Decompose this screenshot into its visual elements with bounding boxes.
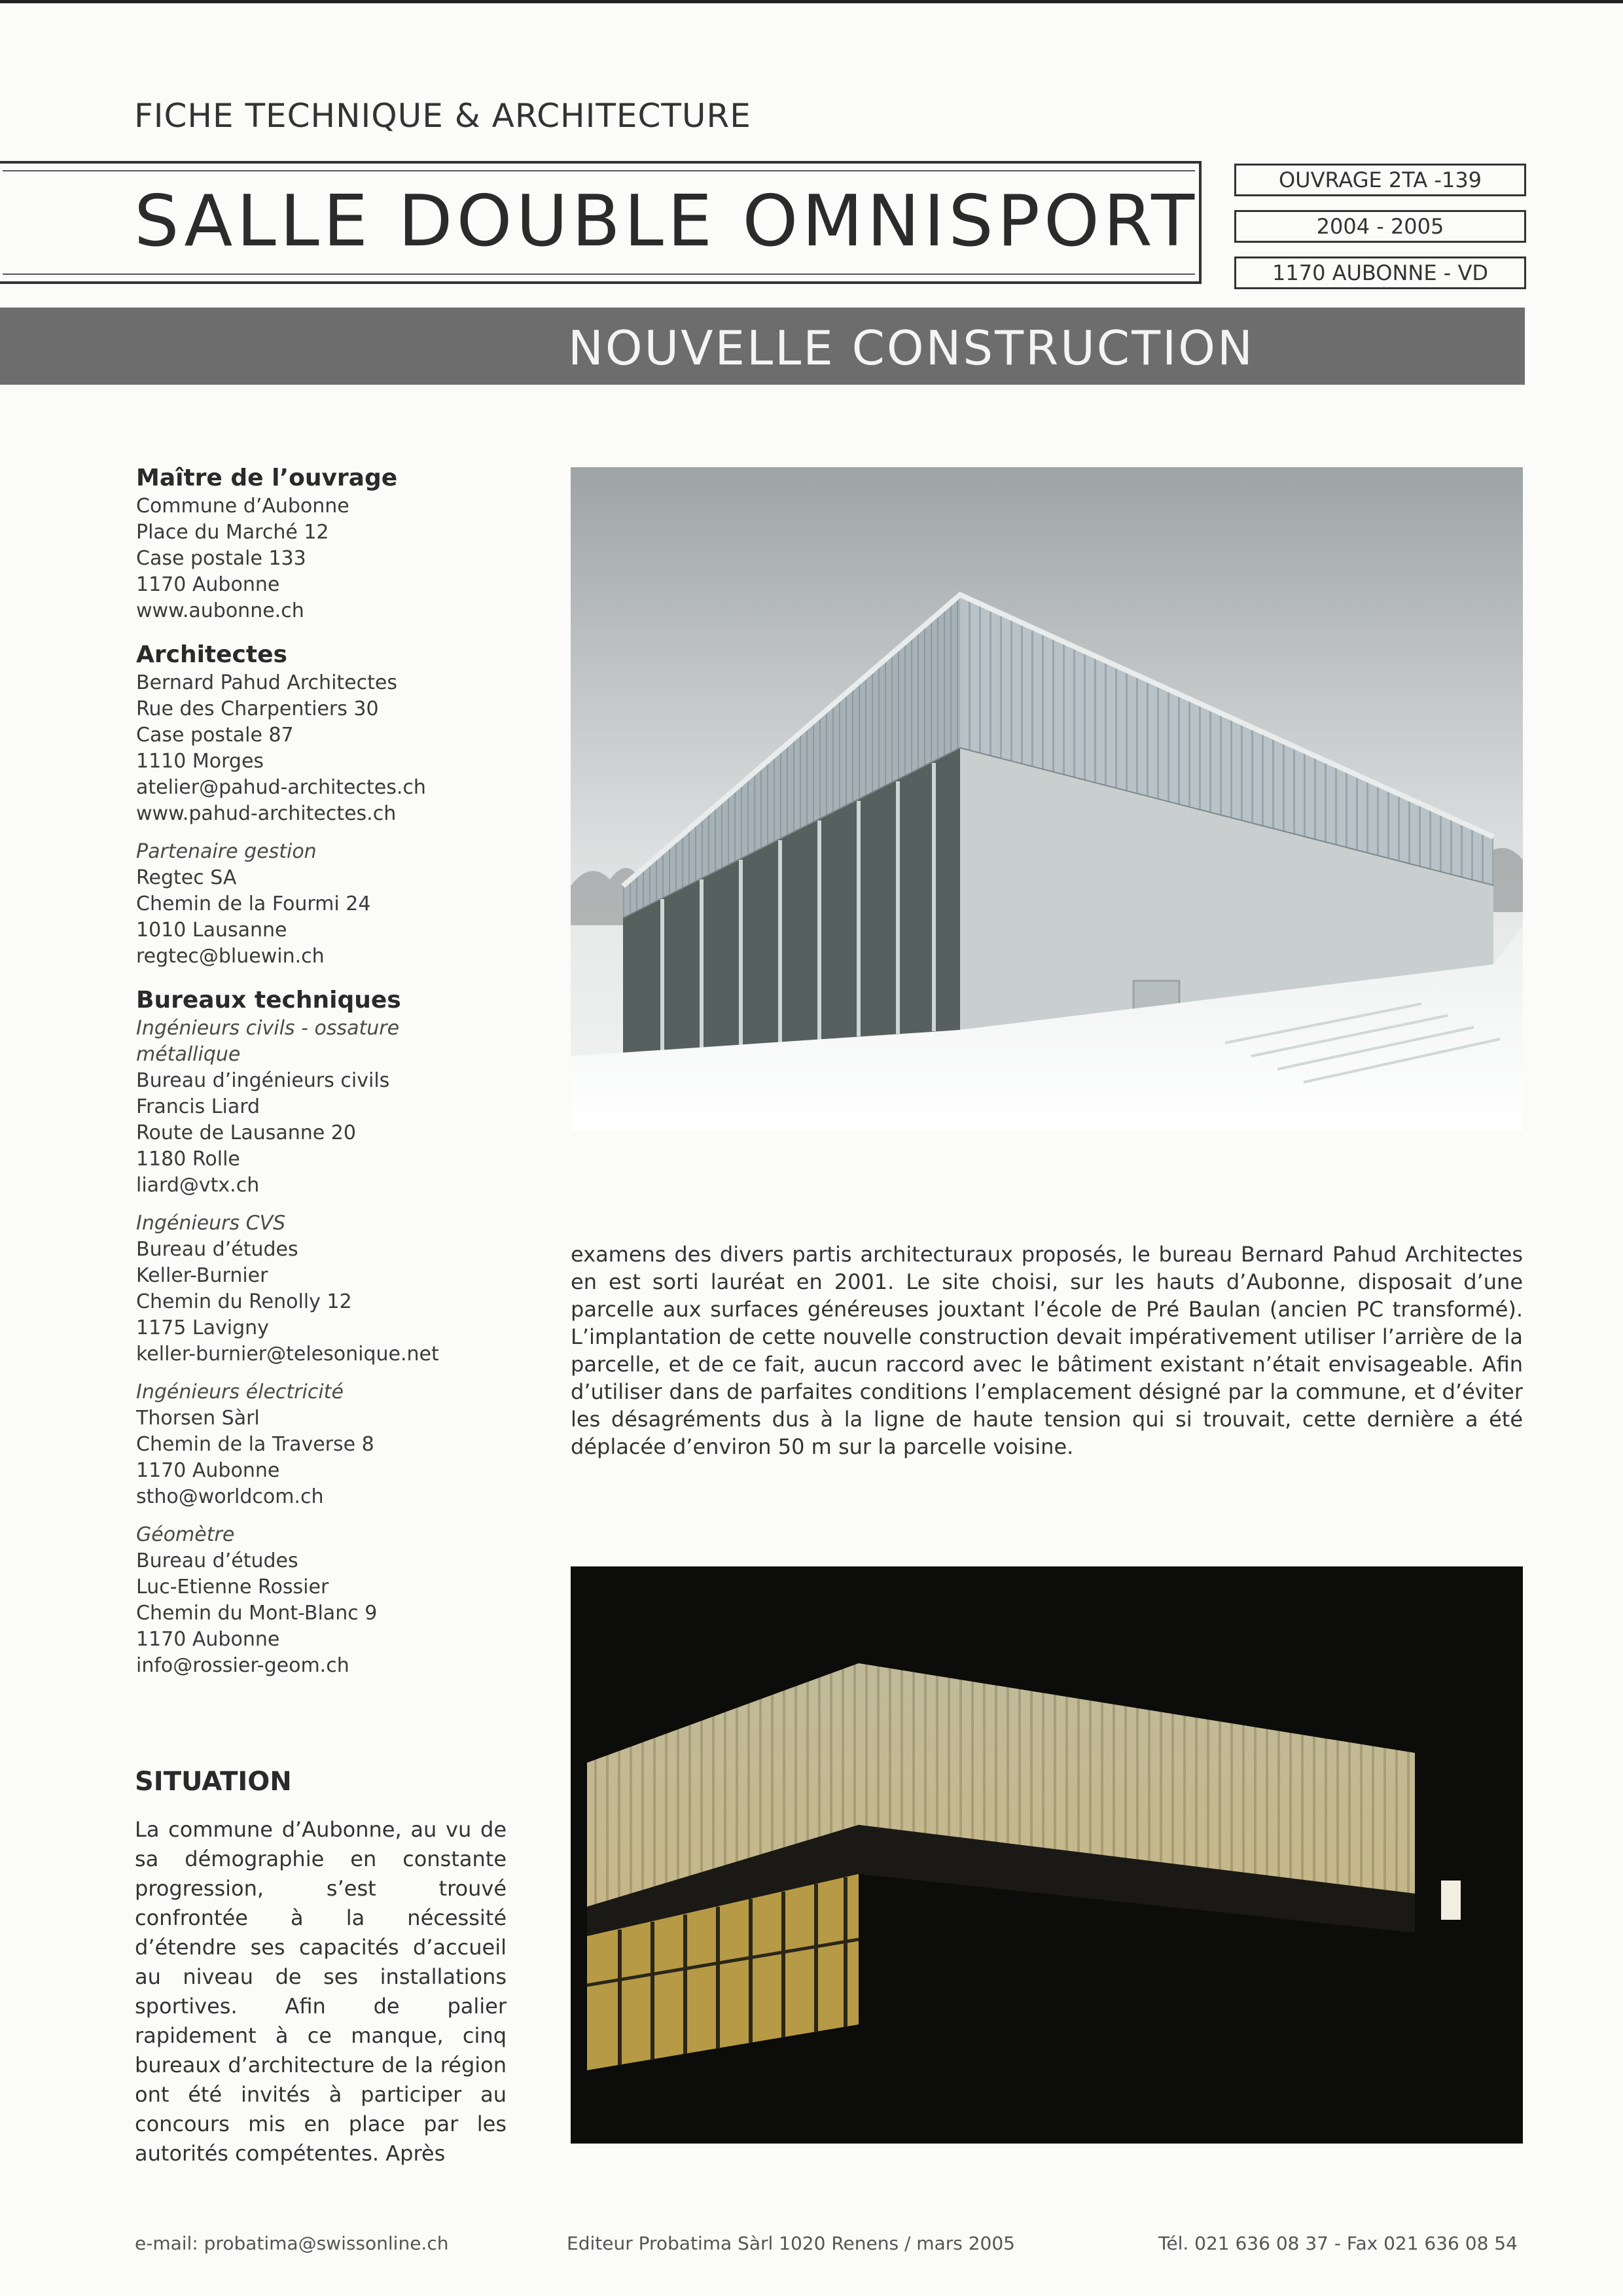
credit-email[interactable]: liard@vtx.ch [136, 1174, 260, 1197]
credits-column [136, 463, 503, 1679]
credit-line: Bernard Pahud Architectes [136, 671, 397, 694]
credit-line: Chemin du Mont-Blanc 9 [136, 1602, 378, 1625]
project-location-tag: 1170 AUBONNE - VD [1234, 256, 1526, 289]
credit-line: 1010 Lausanne [136, 919, 287, 942]
credit-line: Regtec SA [136, 866, 237, 889]
credit-line: 1175 Lavigny [136, 1316, 269, 1339]
credit-line: Chemin du Renolly 12 [136, 1290, 352, 1313]
credit-line: 1170 Aubonne [136, 1628, 280, 1651]
subtitle-banner [0, 308, 1525, 385]
credit-line: Case postale 87 [136, 724, 294, 747]
credit-line: Rue des Charpentiers 30 [136, 698, 379, 720]
credit-subheading-cvs: Ingénieurs CVS [136, 1212, 286, 1235]
credit-line: Place du Marché 12 [136, 521, 329, 544]
credit-email[interactable]: atelier@pahud-architectes.ch [136, 776, 426, 799]
credit-heading-maitre: Maître de l’ouvrage [136, 465, 398, 491]
credit-line: Bureau d’études [136, 1549, 298, 1572]
credit-link[interactable]: www.aubonne.ch [136, 599, 304, 622]
credit-line: 1170 Aubonne [136, 573, 280, 596]
credit-line: Chemin de la Traverse 8 [136, 1433, 374, 1456]
body-text: examens des divers partis architecturaux proposés, le bureau Bernard Pahud Architectes en est sorti lauréat en 2001. Le site choisi, sur les hauts d’Aubonne, disposait d’une parcelle aux surfaces généreuses jouxtant l’école de Pré Baulan (ancien PC transformé). L’implantation de cette nouvelle construction devait impérativement utiliser l’arrière de la parcelle, et de ce fait, aucun raccord avec le bâtiment existant n’était envisageable. Afin d’utiliser dans de parfaites conditions l’emplacement désigné par la commune, et d’éviter les désagréments dus à la ligne de haute tension qui si trouvait, cette dernière a été déplacée d’environ 50 m sur la parcelle voisine. [571, 1242, 1523, 1459]
credit-line: Case postale 133 [136, 547, 306, 570]
page-title: SALLE DOUBLE OMNISPORT [134, 181, 1199, 262]
credit-heading-bureaux: Bureaux techniques [136, 987, 401, 1014]
credit-email[interactable]: stho@worldcom.ch [136, 1485, 324, 1508]
footer-email[interactable]: e-mail: probatima@swissonline.ch [135, 2233, 449, 2254]
credit-line: Chemin de la Fourmi 24 [136, 892, 371, 915]
credit-line: Bureau d’études [136, 1238, 298, 1261]
credit-line: 1180 Rolle [136, 1148, 240, 1171]
banner-text: NOUVELLE CONSTRUCTION [568, 321, 1255, 376]
section-kicker: FICHE TECHNIQUE & ARCHITECTURE [134, 97, 751, 135]
credit-email[interactable]: regtec@bluewin.ch [136, 945, 325, 968]
project-years-tag: 2004 - 2005 [1234, 210, 1526, 243]
credit-subheading-geometre: Géomètre [136, 1523, 235, 1546]
credit-line: Route de Lausanne 20 [136, 1122, 356, 1144]
credit-subheading-civils: Ingénieurs civils - ossature métallique [136, 1017, 400, 1066]
credit-heading-architectes: Architectes [136, 641, 287, 668]
credit-line: Commune d’Aubonne [136, 495, 349, 518]
credit-line: Bureau d’ingénieurs civils [136, 1069, 390, 1092]
credit-line: 1110 Morges [136, 750, 264, 773]
credit-subheading-electricite: Ingénieurs électricité [136, 1381, 344, 1404]
credit-line: Thorsen Sàrl [136, 1407, 260, 1430]
credit-line: Keller-Burnier [136, 1264, 268, 1287]
building-day-photo [571, 467, 1523, 1131]
credit-line: 1170 Aubonne [136, 1459, 280, 1482]
credit-line: Francis Liard [136, 1095, 260, 1118]
situation-heading: SITUATION [135, 1767, 292, 1797]
footer-phone: Tél. 021 636 08 37 - Fax 021 636 08 54 [1158, 2233, 1518, 2254]
project-number-tag: OUVRAGE 2TA -139 [1234, 164, 1526, 196]
credit-email[interactable]: keller-burnier@telesonique.net [136, 1343, 439, 1366]
credit-line: Luc-Etienne Rossier [136, 1576, 329, 1598]
building-night-photo [571, 1566, 1523, 2144]
credit-email[interactable]: info@rossier-geom.ch [136, 1654, 349, 1677]
credit-subheading-partenaire: Partenaire gestion [136, 840, 317, 863]
situation-text: La commune d’Aubonne, au vu de sa démographie en constante progression, s’est trouvé confrontée à la nécessité d’étendre ses capacités d’accueil au niveau de ses installations sportives. Afin de palier rapidement à ce manque, cinq bureaux d’architecture de la région ont été invités à participer au concours mis en place par les autorités compétentes. Après [135, 1817, 507, 2166]
top-rule [0, 0, 1623, 3]
footer-editor: Editeur Probatima Sàrl 1020 Renens / mars 2005 [567, 2233, 1015, 2254]
credit-link[interactable]: www.pahud-architectes.ch [136, 802, 397, 825]
